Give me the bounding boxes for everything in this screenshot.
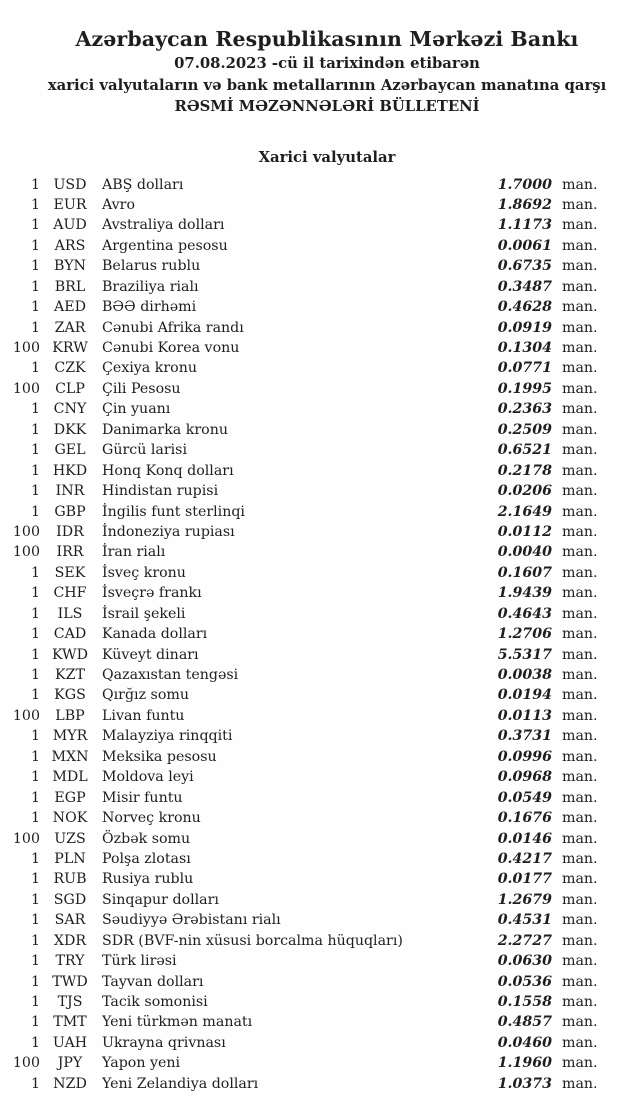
currency-code: SGD — [53, 891, 87, 908]
rate-value: 1.1960 — [497, 1055, 552, 1072]
unit-label: man. — [562, 360, 598, 377]
quantity: 1 — [30, 401, 40, 418]
quantity: 1 — [30, 237, 40, 254]
currency-name: Tacik somonisi — [102, 994, 208, 1010]
currency-row-sar — [0, 910, 600, 930]
rate-value: 0.0112 — [497, 523, 552, 540]
currency-row-mxn — [0, 747, 600, 767]
unit-label: man. — [562, 994, 598, 1010]
unit-label: man. — [562, 258, 598, 275]
quantity: 1 — [30, 360, 40, 377]
currency-code: TJS — [57, 994, 83, 1010]
currency-name: İngilis funt sterlinqi — [102, 503, 245, 520]
currency-row-pln — [0, 849, 600, 869]
quantity: 1 — [30, 850, 40, 867]
rate-value: 0.2509 — [497, 421, 552, 438]
currency-code: EGP — [54, 789, 86, 806]
currency-row-cny — [0, 399, 600, 419]
unit-label: man. — [562, 340, 598, 356]
currency-name: İsrail şekeli — [102, 605, 186, 622]
quantity: 1 — [30, 953, 40, 970]
quantity: 1 — [30, 687, 40, 704]
currency-code: TMT — [53, 1014, 87, 1031]
currency-row-gel — [0, 440, 600, 460]
unit-label: man. — [562, 871, 598, 888]
currency-code: UAH — [52, 1034, 88, 1051]
rate-value: 0.1995 — [497, 380, 552, 397]
quantity: 100 — [12, 340, 40, 356]
currency-row-clp — [0, 379, 600, 399]
currency-row-usd — [0, 175, 600, 195]
currency-row-try — [0, 951, 600, 971]
currency-name: SDR (BVF-nin xüsusi borcalma hüquqları) — [102, 932, 403, 949]
bulletin-title: RƏSMİ MƏZƏNNƏLƏRİ BÜLLETENİ — [174, 98, 480, 115]
unit-label: man. — [562, 503, 598, 520]
currency-row-kgs — [0, 685, 600, 705]
unit-label: man. — [562, 1014, 598, 1031]
currency-row-chf — [0, 583, 600, 603]
currency-code: KZT — [55, 667, 85, 683]
currency-row-inr — [0, 481, 600, 501]
currency-name: Yapon yeni — [102, 1055, 181, 1072]
currency-name: Moldova leyi — [102, 769, 194, 786]
currency-name: İsveçrə frankı — [102, 585, 202, 602]
currency-name: Argentina pesosu — [102, 237, 228, 254]
currency-code: INR — [55, 483, 85, 500]
currency-name: Kanada dolları — [102, 626, 208, 643]
currency-name: Avstraliya dolları — [102, 217, 225, 234]
currency-code: EUR — [53, 196, 87, 213]
currency-name: Səudiyyə Ərəbistanı rialı — [102, 912, 281, 929]
rate-value: 0.2363 — [497, 401, 552, 418]
currency-code: XDR — [53, 932, 87, 949]
currency-code: AED — [54, 299, 86, 316]
currency-row-rub — [0, 869, 600, 889]
quantity: 1 — [30, 258, 40, 275]
currency-name: Yeni türkmən manatı — [102, 1014, 253, 1031]
currency-name: Danimarka kronu — [102, 421, 228, 438]
currency-row-twd — [0, 972, 600, 992]
quantity: 1 — [30, 891, 40, 908]
currency-name: İsveç kronu — [102, 564, 186, 581]
currency-name: Cənubi Afrika randı — [102, 319, 244, 336]
quantity: 100 — [12, 380, 40, 397]
rate-value: 0.0536 — [497, 973, 552, 990]
rate-value: 0.4628 — [497, 299, 552, 316]
unit-label: man. — [562, 421, 598, 438]
quantity: 1 — [30, 483, 40, 500]
currency-row-uzs — [0, 829, 600, 849]
unit-label: man. — [562, 789, 598, 806]
unit-label: man. — [562, 830, 598, 847]
unit-label: man. — [562, 1075, 598, 1092]
currency-code: IDR — [56, 523, 84, 540]
currency-code: HKD — [52, 462, 88, 479]
currency-row-brl — [0, 277, 600, 297]
unit-label: man. — [562, 196, 598, 213]
quantity: 1 — [30, 728, 40, 745]
currency-code: SEK — [54, 564, 86, 581]
quantity: 1 — [30, 626, 40, 643]
unit-label: man. — [562, 626, 598, 643]
currency-name: İran rialı — [102, 544, 166, 561]
currency-name: Küveyt dinarı — [102, 646, 199, 663]
section-title-foreign-currencies: Xarici valyutalar — [258, 148, 396, 166]
currency-code: KGS — [54, 687, 86, 704]
currency-code: MXN — [51, 748, 89, 765]
unit-label: man. — [562, 707, 598, 724]
currency-code: CLP — [55, 380, 85, 397]
rate-value: 0.0968 — [497, 769, 552, 786]
currency-code: MYR — [52, 728, 88, 745]
currency-row-irr — [0, 542, 600, 562]
rate-value: 0.3487 — [497, 278, 552, 295]
quantity: 1 — [30, 278, 40, 295]
currency-row-aed — [0, 297, 600, 317]
rate-value: 1.0373 — [497, 1075, 552, 1092]
quantity: 1 — [30, 646, 40, 663]
unit-label: man. — [562, 667, 598, 683]
quantity: 1 — [30, 912, 40, 929]
unit-label: man. — [562, 544, 598, 561]
quantity: 1 — [30, 564, 40, 581]
bank-title: Azərbaycan Respublikasının Mərkəzi Bankı — [75, 27, 579, 51]
currency-name: Özbək somu — [102, 830, 191, 847]
currency-row-mdl — [0, 767, 600, 787]
unit-label: man. — [562, 769, 598, 786]
currency-name: ABŞ dolları — [102, 176, 184, 193]
currency-code: ILS — [57, 605, 83, 622]
unit-label: man. — [562, 687, 598, 704]
currency-row-eur — [0, 195, 600, 215]
currency-row-aud — [0, 215, 600, 235]
currency-row-jpy — [0, 1053, 600, 1073]
quantity: 1 — [30, 1075, 40, 1092]
currency-name: Norveç kronu — [102, 810, 201, 827]
currency-name: Meksika pesosu — [102, 748, 217, 765]
currency-code: BRL — [54, 278, 86, 295]
currency-row-gbp — [0, 502, 600, 522]
rate-value: 0.0040 — [497, 544, 552, 561]
rate-value: 0.0206 — [497, 483, 552, 500]
unit-label: man. — [562, 1055, 598, 1072]
quantity: 1 — [30, 462, 40, 479]
rate-value: 0.4643 — [497, 605, 552, 622]
quantity: 1 — [30, 299, 40, 316]
subject-line: xarici valyutaların və bank metallarının Azərbaycan manatına qarşı — [47, 76, 607, 94]
unit-label: man. — [562, 810, 598, 827]
rate-value: 0.6735 — [497, 258, 552, 275]
currency-name: Livan funtu — [102, 707, 185, 724]
currency-code: KWD — [51, 646, 89, 663]
unit-label: man. — [562, 462, 598, 479]
currency-name: Ukrayna qrivnası — [102, 1034, 226, 1051]
unit-label: man. — [562, 299, 598, 316]
currency-name: Çexiya kronu — [102, 360, 197, 377]
quantity: 1 — [30, 421, 40, 438]
currency-row-krw — [0, 338, 600, 358]
currency-row-nok — [0, 808, 600, 828]
unit-label: man. — [562, 278, 598, 295]
unit-label: man. — [562, 523, 598, 540]
unit-label: man. — [562, 585, 598, 602]
currency-code: KRW — [52, 340, 88, 356]
currency-row-idr — [0, 522, 600, 542]
rate-value: 1.2706 — [497, 626, 552, 643]
quantity: 100 — [12, 1055, 40, 1072]
rate-value: 0.0113 — [497, 707, 552, 724]
currency-code: BYN — [54, 258, 86, 275]
currency-row-lbp — [0, 706, 600, 726]
currency-name: Honq Konq dolları — [102, 462, 234, 479]
quantity: 1 — [30, 973, 40, 990]
unit-label: man. — [562, 1034, 598, 1051]
currency-name: Qazaxıstan tengəsi — [102, 667, 239, 683]
quantity: 1 — [30, 871, 40, 888]
currency-name: Avro — [102, 196, 136, 213]
quantity: 1 — [30, 994, 40, 1010]
currency-row-myr — [0, 726, 600, 746]
unit-label: man. — [562, 891, 598, 908]
currency-code: CNY — [53, 401, 87, 418]
currency-row-ars — [0, 236, 600, 256]
rate-value: 0.0771 — [497, 360, 552, 377]
currency-name: Hindistan rupisi — [102, 483, 219, 500]
currency-code: MDL — [52, 769, 88, 786]
unit-label: man. — [562, 912, 598, 929]
rate-value: 0.0919 — [497, 319, 552, 336]
currency-name: Tayvan dolları — [102, 973, 204, 990]
unit-label: man. — [562, 319, 598, 336]
rate-value: 0.1558 — [497, 994, 552, 1010]
currency-row-zar — [0, 318, 600, 338]
currency-code: SAR — [54, 912, 86, 929]
currency-name: Misir funtu — [102, 789, 183, 806]
rate-value: 2.1649 — [497, 503, 552, 520]
currency-code: DKK — [53, 421, 87, 438]
currency-row-nzd — [0, 1074, 600, 1094]
currency-name: İndoneziya rupiası — [102, 523, 235, 540]
currency-row-sgd — [0, 890, 600, 910]
currency-code: USD — [53, 176, 87, 193]
rate-value: 1.7000 — [497, 176, 552, 193]
quantity: 1 — [30, 442, 40, 459]
currency-name: Polşa zlotası — [102, 850, 191, 867]
quantity: 1 — [30, 605, 40, 622]
currency-row-tmt — [0, 1012, 600, 1032]
currency-name: Braziliya rialı — [102, 278, 199, 295]
currency-code: IRR — [56, 544, 84, 561]
rate-value: 0.1304 — [497, 340, 552, 356]
quantity: 1 — [30, 585, 40, 602]
unit-label: man. — [562, 646, 598, 663]
currency-row-byn — [0, 256, 600, 276]
currency-row-egp — [0, 788, 600, 808]
currency-row-dkk — [0, 420, 600, 440]
quantity: 1 — [30, 503, 40, 520]
quantity: 1 — [30, 748, 40, 765]
unit-label: man. — [562, 401, 598, 418]
currency-name: Sinqapur dolları — [102, 891, 219, 908]
currency-row-ils — [0, 604, 600, 624]
rate-value: 0.2178 — [497, 462, 552, 479]
unit-label: man. — [562, 748, 598, 765]
currency-code: CAD — [53, 626, 87, 643]
currency-row-kwd — [0, 645, 600, 665]
currency-row-czk — [0, 358, 600, 378]
unit-label: man. — [562, 380, 598, 397]
rate-value: 0.4531 — [497, 912, 552, 929]
currency-code: ZAR — [54, 319, 86, 336]
currency-row-kzt — [0, 665, 600, 685]
rate-value: 2.2727 — [497, 932, 552, 949]
currency-code: UZS — [54, 830, 86, 847]
currency-code: CHF — [53, 585, 87, 602]
currency-name: Çin yuanı — [102, 401, 171, 418]
currency-row-xdr — [0, 931, 600, 951]
rate-value: 0.4857 — [497, 1014, 552, 1031]
quantity: 100 — [12, 830, 40, 847]
rate-value: 0.0996 — [497, 748, 552, 765]
currency-code: NZD — [53, 1075, 87, 1092]
currency-code: NOK — [52, 810, 88, 827]
currency-code: PLN — [54, 850, 86, 867]
rate-value: 0.3731 — [497, 728, 552, 745]
currency-name: BƏƏ dirhəmi — [102, 299, 197, 316]
bulletin-header — [34, 0, 620, 118]
currency-row-hkd — [0, 461, 600, 481]
rate-value: 0.0460 — [497, 1034, 552, 1051]
rate-value: 0.0146 — [497, 830, 552, 847]
currency-row-uah — [0, 1033, 600, 1053]
currency-name: Qırğız somu — [102, 687, 189, 704]
currency-row-sek — [0, 563, 600, 583]
unit-label: man. — [562, 564, 598, 581]
quantity: 100 — [12, 523, 40, 540]
currency-code: AUD — [53, 217, 87, 234]
rate-value: 0.6521 — [497, 442, 552, 459]
unit-label: man. — [562, 442, 598, 459]
quantity: 1 — [30, 196, 40, 213]
currency-code: TWD — [52, 973, 88, 990]
currency-code: CZK — [54, 360, 86, 377]
rate-value: 0.1676 — [497, 810, 552, 827]
quantity: 1 — [30, 667, 40, 683]
unit-label: man. — [562, 217, 598, 234]
currency-name: Türk lirəsi — [102, 953, 177, 970]
quantity: 1 — [30, 1014, 40, 1031]
currency-row-cad — [0, 624, 600, 644]
currency-name: Rusiya rublu — [102, 871, 194, 888]
unit-label: man. — [562, 850, 598, 867]
currency-name: Çili Pesosu — [102, 380, 181, 397]
rate-value: 0.0061 — [497, 237, 552, 254]
quantity: 1 — [30, 769, 40, 786]
unit-label: man. — [562, 953, 598, 970]
currency-name: Yeni Zelandiya dolları — [102, 1075, 259, 1092]
unit-label: man. — [562, 605, 598, 622]
quantity: 1 — [30, 319, 40, 336]
currency-code: RUB — [53, 871, 87, 888]
rate-value: 0.0194 — [497, 687, 552, 704]
currency-code: GBP — [54, 503, 86, 520]
rate-value: 0.0630 — [497, 953, 552, 970]
unit-label: man. — [562, 973, 598, 990]
currency-row-tjs — [0, 992, 600, 1012]
rate-value: 1.8692 — [497, 196, 552, 213]
rate-value: 1.1173 — [497, 217, 552, 234]
effective-date-line: 07.08.2023 -cü il tarixindən etibarən — [174, 55, 480, 72]
unit-label: man. — [562, 483, 598, 500]
rate-value: 0.4217 — [497, 850, 552, 867]
quantity: 1 — [30, 810, 40, 827]
rate-value: 1.9439 — [497, 585, 552, 602]
quantity: 1 — [30, 176, 40, 193]
quantity: 1 — [30, 1034, 40, 1051]
quantity: 1 — [30, 932, 40, 949]
currency-code: ARS — [54, 237, 86, 254]
unit-label: man. — [562, 932, 598, 949]
currency-name: Cənubi Korea vonu — [102, 340, 240, 356]
quantity: 1 — [30, 789, 40, 806]
currency-name: Gürcü larisi — [102, 442, 187, 459]
currency-rates-table — [0, 175, 620, 1095]
quantity: 100 — [12, 544, 40, 561]
currency-code: GEL — [54, 442, 86, 459]
rate-value: 0.0177 — [497, 871, 552, 888]
unit-label: man. — [562, 176, 598, 193]
unit-label: man. — [562, 237, 598, 254]
rate-value: 5.5317 — [497, 646, 552, 663]
currency-name: Malayziya rinqqiti — [102, 728, 233, 745]
currency-code: TRY — [55, 953, 85, 970]
currency-code: LBP — [55, 707, 85, 724]
unit-label: man. — [562, 728, 598, 745]
currency-code: JPY — [57, 1055, 83, 1072]
quantity: 1 — [30, 217, 40, 234]
rate-value: 1.2679 — [497, 891, 552, 908]
currency-name: Belarus rublu — [102, 258, 201, 275]
quantity: 100 — [12, 707, 40, 724]
rate-value: 0.0549 — [497, 789, 552, 806]
rate-value: 0.0038 — [497, 667, 552, 683]
rate-value: 0.1607 — [497, 564, 552, 581]
